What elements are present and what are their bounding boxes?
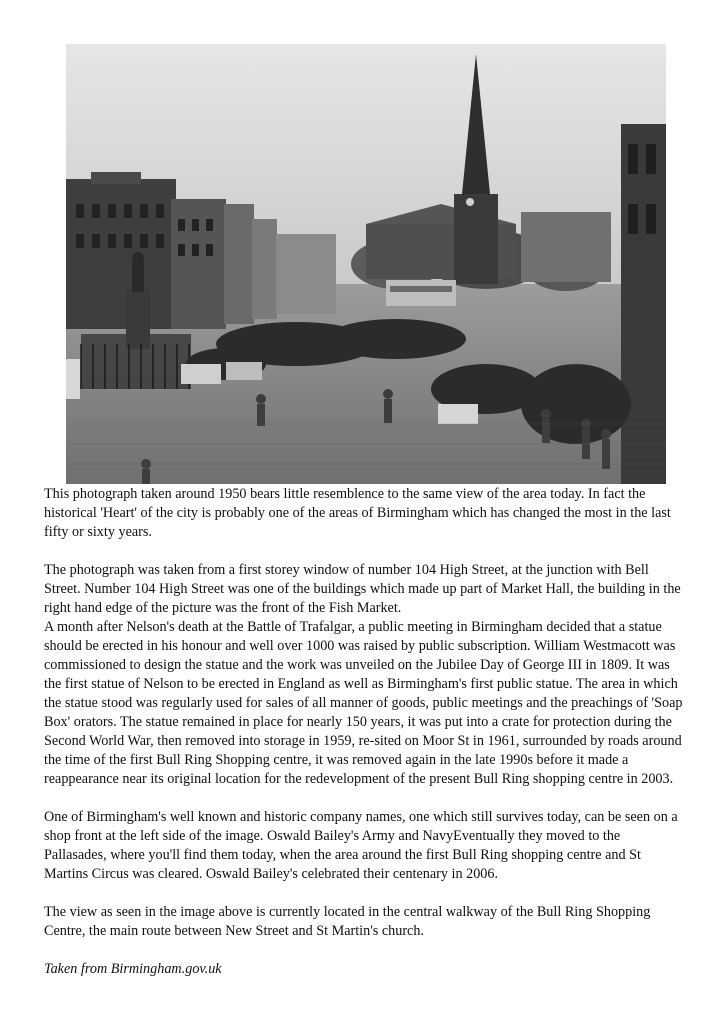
paragraph-photo-location: The photograph was taken from a first storey window of number 104 High Street, at the junction with Bell Street. Number 104 High Street was one of the buildings which made up part of Market Hall, the building in the right hand edge of the picture was the front of the Fish Market. [44, 562, 681, 616]
source-credit: Taken from Birmingham.gov.uk [44, 961, 222, 977]
paragraph-intro: This photograph taken around 1950 bears little resemblence to the same view of the area today. In fact the historical 'Heart' of the city is probably one of the areas of Birmingham which has changed the most in the last fifty or sixty years. [44, 486, 671, 540]
photo-illustration [66, 44, 666, 484]
article-text [44, 485, 686, 998]
paragraph-nelson-statue: A month after Nelson's death at the Battle of Trafalgar, a public meeting in Birmingham decided that a statue should be erected in his honour and well over 1000 was raised by public subscription. William Westmacott was commissioned to design the statue and the work was unveiled on the Jubilee Day of George III in 1809. It was the first statue of Nelson to be erected in England as well as Birmingham's first public statue. The area in which the statue stood was regularly used for sales of all manner of goods, public meetings and the preachings of 'Soap Box' orators. The statue remained in place for nearly 150 years, it was put into a crate for protection during the Second World War, then removed into storage in 1959, re-sited on Moor St in 1961, surrounded by roads around the time of the first Bull Ring Shopping centre, it was removed again in the late 1990s before it made a reappearance near its original location for the redevelopment of the present Bull Ring shopping centre in 2003. [44, 619, 683, 787]
historic-photograph [66, 44, 666, 484]
paragraph-oswald-bailey: One of Birmingham's well known and historic company names, one which still survives today, can be seen on a shop front at the left side of the image. Oswald Bailey's Army and NavyEventually they moved to the Pallasades, where you'll find them today, when the area around the first Bull Ring shopping centre and St Martins Circus was cleared. Oswald Bailey's celebrated their centenary in 2006. [44, 809, 678, 882]
paragraph-current-location: The view as seen in the image above is currently located in the central walkway of the Bull Ring Shopping Centre, the main route between New Street and St Martin's church. [44, 904, 651, 939]
